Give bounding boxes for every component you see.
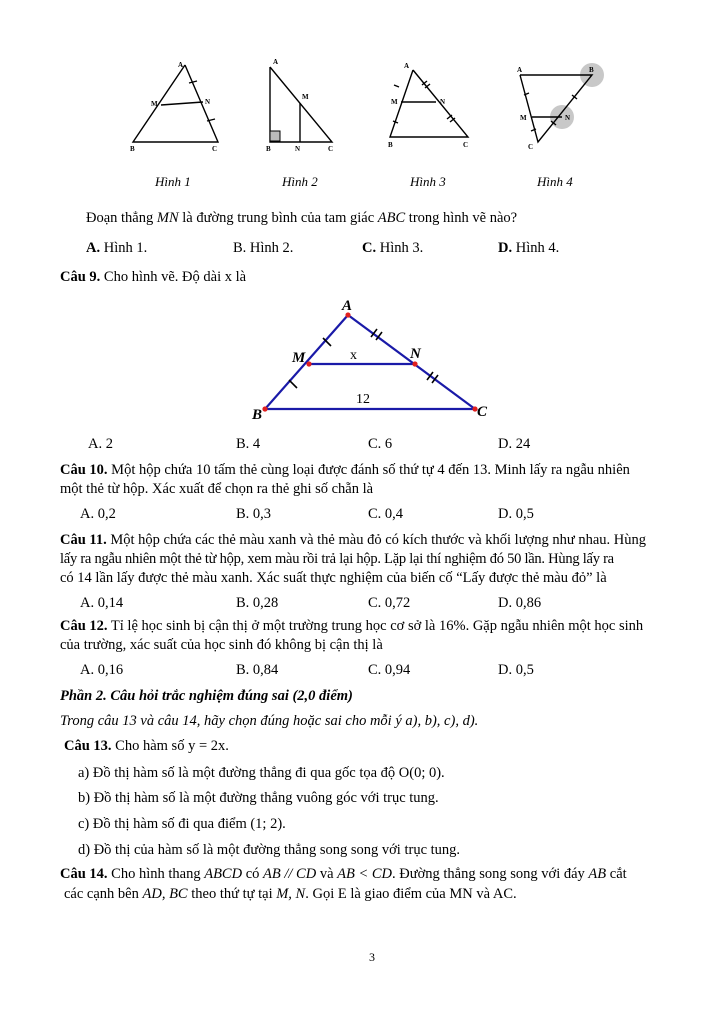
q10-label: Câu 10. [60,462,108,478]
q9-label-b: B [252,407,263,423]
q11-line-2: lấy ra ngẫu nhiên một thẻ từ hộp, xem màu rồi trả lại hộp. Lặp lại thí nghiệm đó 50 lần. Hùng lấy ra [60,551,614,567]
figure-hinh-3 [390,70,468,137]
h1-label-m: M [151,100,158,108]
q14-line-1: Câu 14. Cho hình thang ABCD có AB // CD và AB < CD. Đường thẳng song song với đáy AB cắt [60,866,627,882]
q10-line-1: Câu 10. Một hộp chứa 10 tấm thẻ cùng loại được đánh số thứ tự 4 đến 13. Minh lấy ra ngẫu nhiên [60,462,630,478]
q9-stem [60,269,246,286]
q11-line-1: Câu 11. Một hộp chứa các thẻ màu xanh và thẻ màu đỏ có kích thước và khối lượng như nhau. Hùng [60,532,646,548]
q13-item-b[interactable]: b) Đồ thị hàm số là một đường thẳng vuông góc với trục tung. [78,790,439,806]
q9-label-12: 12 [356,392,370,407]
h3-label-b: B [388,141,393,149]
q14-label: Câu 14. [60,866,108,882]
figure-hinh-2 [270,67,332,142]
q12-option-d[interactable]: D. 0,5 [498,662,534,678]
q10-option-a[interactable]: A. 0,2 [80,506,116,522]
q9-option-b[interactable]: B. 4 [236,436,261,452]
q9-option-d[interactable]: D. 24 [498,436,531,452]
h2-label-c: C [328,145,334,153]
q13-item-d[interactable]: d) Đồ thị của hàm số là một đường thẳng song song với trục tung. [78,842,461,858]
q12-line-2: của trường, xác suất của học sinh đó không bị cận thị là [60,637,383,653]
q14-line-2: các cạnh bên AD, BC theo thứ tự tại M, N. Gọi E là giao điểm của MN và AC. [64,886,517,902]
q11-line-3: có 14 lần lấy được thẻ màu xanh. Xác suất thực nghiệm của biến cố “Lấy được thẻ màu đỏ” là [60,570,607,586]
q8-option-c[interactable]: C. Hình 3. [362,240,424,256]
h4-label-a: A [517,66,523,74]
q8-stem-b: là đường trung bình của tam giác [182,210,375,226]
q8-figures [120,55,620,160]
q9-label-m: M [292,350,306,366]
caption-hinh-2: Hình 2 [282,174,318,189]
h4-label-m: M [520,114,527,122]
part2-title: Phần 2. Câu hỏi trắc nghiệm đúng sai (2,0 điểm) [60,688,353,704]
q9-option-a[interactable]: A. 2 [88,436,113,452]
caption-hinh-1: Hình 1 [155,174,191,189]
h3-label-c: C [463,141,469,149]
q9-label-n: N [410,346,421,362]
q11-option-d[interactable]: D. 0,86 [498,595,542,611]
part2-instruction: Trong câu 13 và câu 14, hãy chọn đúng hoặc sai cho mỗi ý a), b), c), d). [60,713,479,729]
q13-label: Câu 13. [64,738,112,754]
h1-label-b: B [130,145,135,153]
q9-text: Cho hình vẽ. Độ dài x là [103,269,247,285]
h4-label-b: B [589,66,594,74]
q9-label-x: x [350,348,357,363]
caption-hinh-4: Hình 4 [537,174,573,189]
h1-label-c: C [212,145,218,153]
h4-label-n: N [565,114,571,122]
q10-option-c[interactable]: C. 0,4 [368,506,404,522]
q11-option-c[interactable]: C. 0,72 [368,595,411,611]
q11-option-b[interactable]: B. 0,28 [236,595,279,611]
q10-option-d[interactable]: D. 0,5 [498,506,534,522]
q9-figure [245,295,505,425]
q9-label-c: C [477,404,488,420]
q8-stem-abc: ABC [377,210,406,226]
q8-stem [86,210,517,227]
q9-label: Câu 9. [60,269,101,285]
figure-hinh-4 [520,63,604,142]
caption-hinh-3: Hình 3 [410,174,446,189]
h2-label-n: N [295,145,301,153]
page-number: 3 [369,950,375,964]
q12-label: Câu 12. [60,618,108,634]
h4-label-c: C [528,143,534,151]
h3-label-m: M [391,98,398,106]
q9-label-a: A [342,298,353,314]
q9-option-c[interactable]: C. 6 [368,436,393,452]
q8-stem-a: Đoạn thẳng [86,210,154,226]
q13-text: Cho hàm số y = 2x. [115,738,229,754]
q13-stem [64,738,229,755]
q8-option-b[interactable]: B. Hình 2. [233,240,294,256]
q11-label: Câu 11. [60,532,107,548]
q8-option-a[interactable]: A. Hình 1. [86,240,148,256]
h1-label-a: A [178,61,184,69]
q11-option-a[interactable]: A. 0,14 [80,595,124,611]
q8-option-d[interactable]: D. Hình 4. [498,240,560,256]
q10-option-b[interactable]: B. 0,3 [236,506,272,522]
h1-label-n: N [205,98,211,106]
q8-stem-mn: MN [156,210,179,226]
q12-option-c[interactable]: C. 0,94 [368,662,411,678]
q8-stem-c: trong hình vẽ nào? [408,210,518,226]
h3-label-a: A [404,62,410,70]
h3-label-n: N [440,98,446,106]
q13-item-a[interactable]: a) Đồ thị hàm số là một đường thẳng đi qua gốc tọa độ O(0; 0). [78,765,445,781]
q12-line-1: Câu 12. Tỉ lệ học sinh bị cận thị ở một trường trung học cơ sở là 16%. Gặp ngẫu nhiên một học sinh [60,618,644,634]
q12-option-a[interactable]: A. 0,16 [80,662,124,678]
q10-line-2: một thẻ từ hộp. Xác xuất để chọn ra thẻ ghi số chẵn là [60,481,374,497]
h2-label-m: M [302,93,309,101]
q13-item-c[interactable]: c) Đồ thị hàm số đi qua điểm (1; 2). [78,816,286,832]
h2-label-b: B [266,145,271,153]
h2-label-a: A [273,58,279,66]
q12-option-b[interactable]: B. 0,84 [236,662,279,678]
